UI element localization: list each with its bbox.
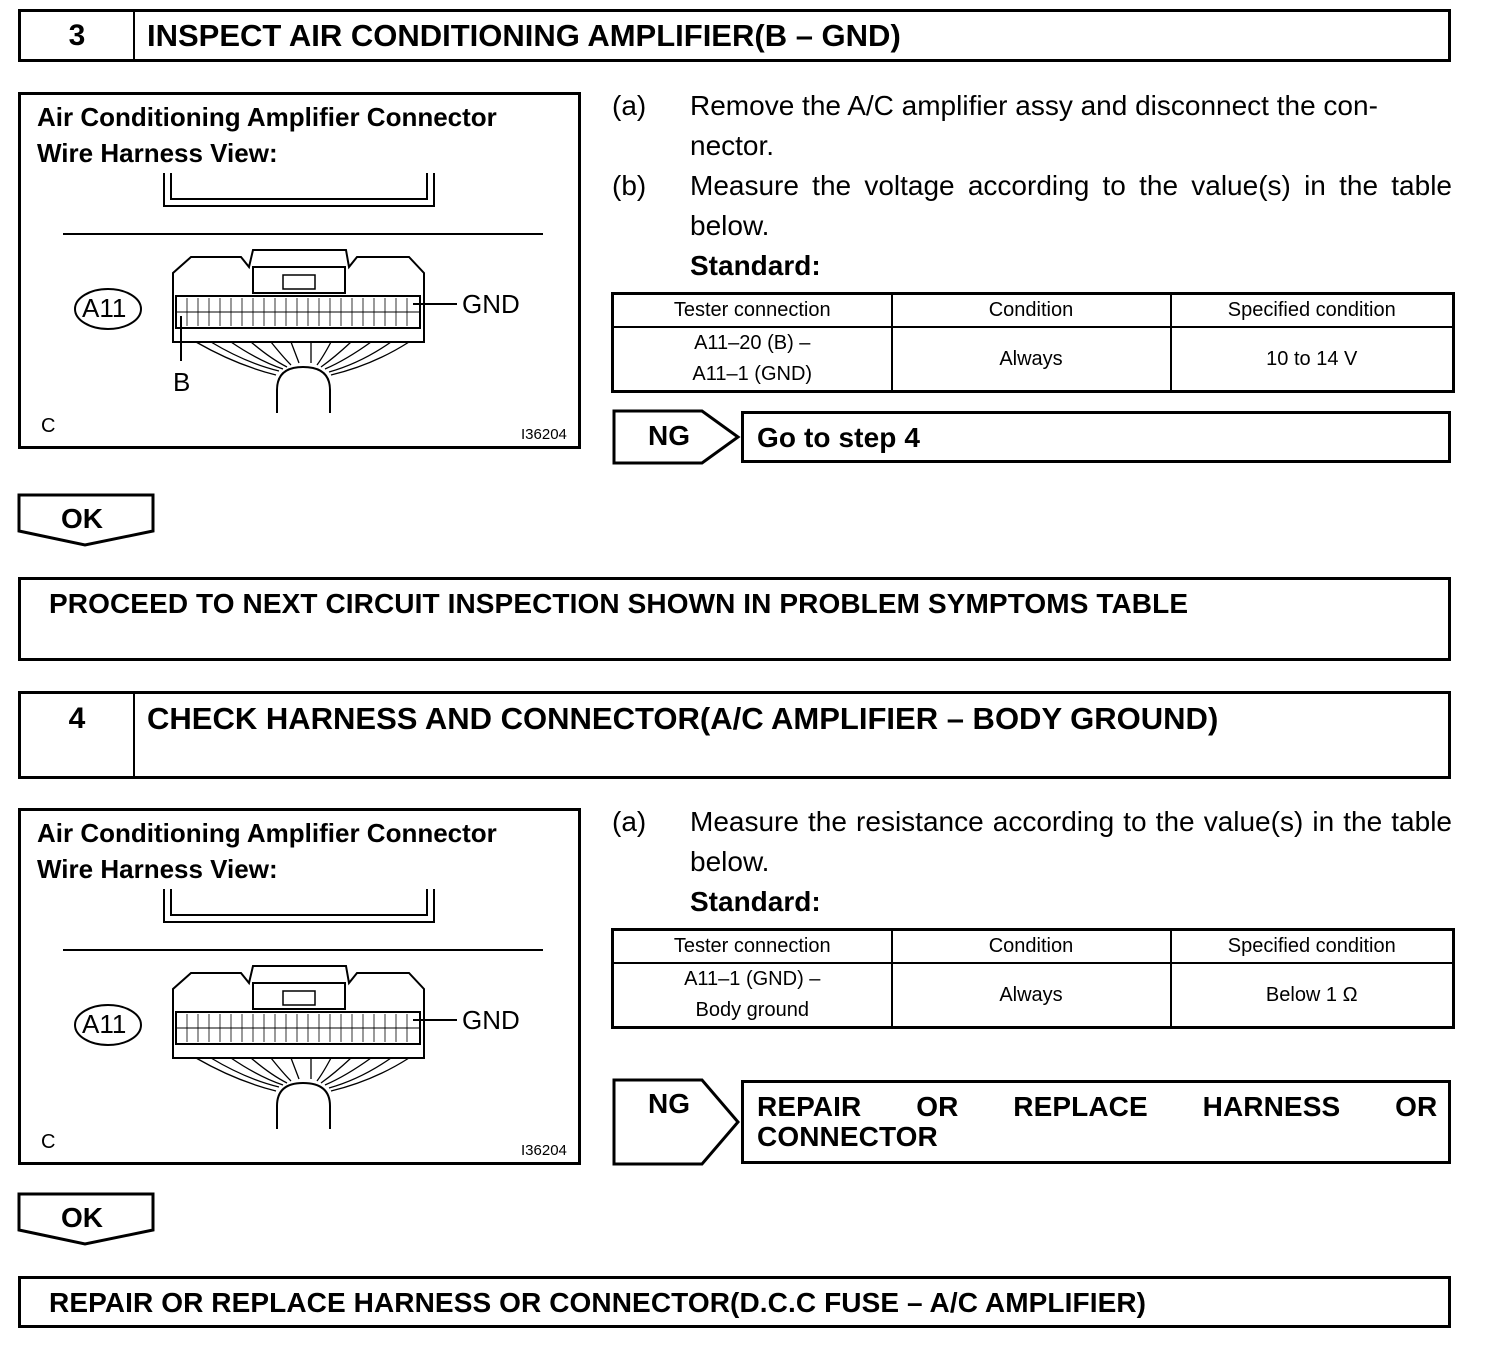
connector-pins: [187, 1014, 407, 1042]
standard-label: Standard:: [690, 250, 821, 281]
tester-line2: Body ground: [695, 999, 809, 1021]
figure-id: I36204: [521, 426, 567, 443]
table-row: [613, 963, 1454, 1028]
condition-cell: Always: [892, 327, 1171, 392]
ok-result-text: PROCEED TO NEXT CIRCUIT INSPECTION SHOWN IN PROBLEM SYMPTOMS TABLE: [49, 588, 1189, 619]
step4-ok-result: [18, 1276, 1451, 1328]
step4-figure: [18, 808, 581, 1165]
corner-label: C: [41, 415, 56, 437]
step4-instructions: [612, 802, 1452, 922]
instruction-item: [612, 166, 1452, 246]
instruction-item: [612, 802, 1452, 882]
table-header: Specified condition: [1171, 930, 1454, 964]
step3-number: 3: [21, 12, 135, 59]
tester-line1: A11–1 (GND) –: [684, 968, 821, 990]
table-header: Condition: [892, 294, 1171, 328]
ng-action-box: [741, 411, 1451, 463]
table-header: Condition: [892, 930, 1171, 964]
step4-spec-table: [611, 928, 1455, 1029]
standard-label: Standard:: [690, 886, 821, 917]
step4-number: 4: [21, 694, 135, 776]
specified-cell: 10 to 14 V: [1171, 327, 1454, 392]
step3-title: INSPECT AIR CONDITIONING AMPLIFIER(B – GND): [147, 18, 901, 53]
instruction-text: Measure the voltage according to the value(s) in the table below.: [690, 170, 1452, 241]
gnd-label: GND: [462, 289, 520, 319]
step3-ok-result: [18, 577, 1451, 661]
ng-action: Go to step 4: [757, 422, 920, 453]
step3-instructions: [612, 86, 1452, 286]
figure-title-line2: Wire Harness View:: [37, 854, 278, 884]
specified-cell: Below 1 Ω: [1171, 963, 1454, 1028]
ok-result-text: REPAIR OR REPLACE HARNESS OR CONNECTOR(D.C.C FUSE – A/C AMPLIFIER): [49, 1287, 1147, 1318]
figure-title-line1: Air Conditioning Amplifier Connector: [37, 818, 497, 848]
gnd-label: GND: [462, 1005, 520, 1035]
ng-action-line2: CONNECTOR: [757, 1121, 938, 1152]
ng-action-line1: REPAIR OR REPLACE HARNESS OR: [757, 1091, 1438, 1122]
table-row: [613, 327, 1454, 392]
step3-header: [18, 9, 1451, 62]
instruction-letter: (b): [612, 170, 647, 201]
step4-title: CHECK HARNESS AND CONNECTOR(A/C AMPLIFIER – BODY GROUND): [147, 701, 1219, 736]
b-label: B: [173, 367, 191, 397]
figure-id: I36204: [521, 1142, 567, 1159]
connector-label: A11: [82, 1009, 127, 1039]
instruction-text: Measure the resistance according to the value(s) in the table below.: [690, 806, 1452, 877]
instruction-text: Remove the A/C amplifier assy and disconnect the con- nector.: [690, 90, 1378, 161]
ng-action-box: [741, 1080, 1451, 1164]
figure-title-line1: Air Conditioning Amplifier Connector: [37, 102, 497, 132]
connector-label: A11: [82, 293, 127, 323]
table-header: Tester connection: [613, 294, 892, 328]
connector-diagram: [21, 811, 578, 1162]
corner-label: C: [41, 1131, 56, 1153]
instruction-item: [612, 86, 1452, 166]
ng-label: NG: [648, 1088, 690, 1119]
step3-figure: [18, 92, 581, 449]
connector-diagram: [21, 95, 578, 446]
tester-connection-cell: [613, 327, 892, 392]
table-header: Specified condition: [1171, 294, 1454, 328]
ng-label: NG: [648, 420, 690, 451]
condition-cell: Always: [892, 963, 1171, 1028]
instruction-letter: (a): [612, 90, 647, 121]
tester-line1: A11–20 (B) –: [694, 332, 811, 354]
table-header: Tester connection: [613, 930, 892, 964]
figure-title-line2: Wire Harness View:: [37, 138, 278, 168]
ok-label: OK: [61, 503, 103, 534]
connector-pins: [187, 298, 407, 326]
instruction-letter: (a): [612, 806, 647, 837]
step4-header: [18, 691, 1451, 779]
ok-label: OK: [61, 1202, 103, 1233]
step3-spec-table: [611, 292, 1455, 393]
tester-connection-cell: [613, 963, 892, 1028]
tester-line2: A11–1 (GND): [692, 363, 813, 385]
